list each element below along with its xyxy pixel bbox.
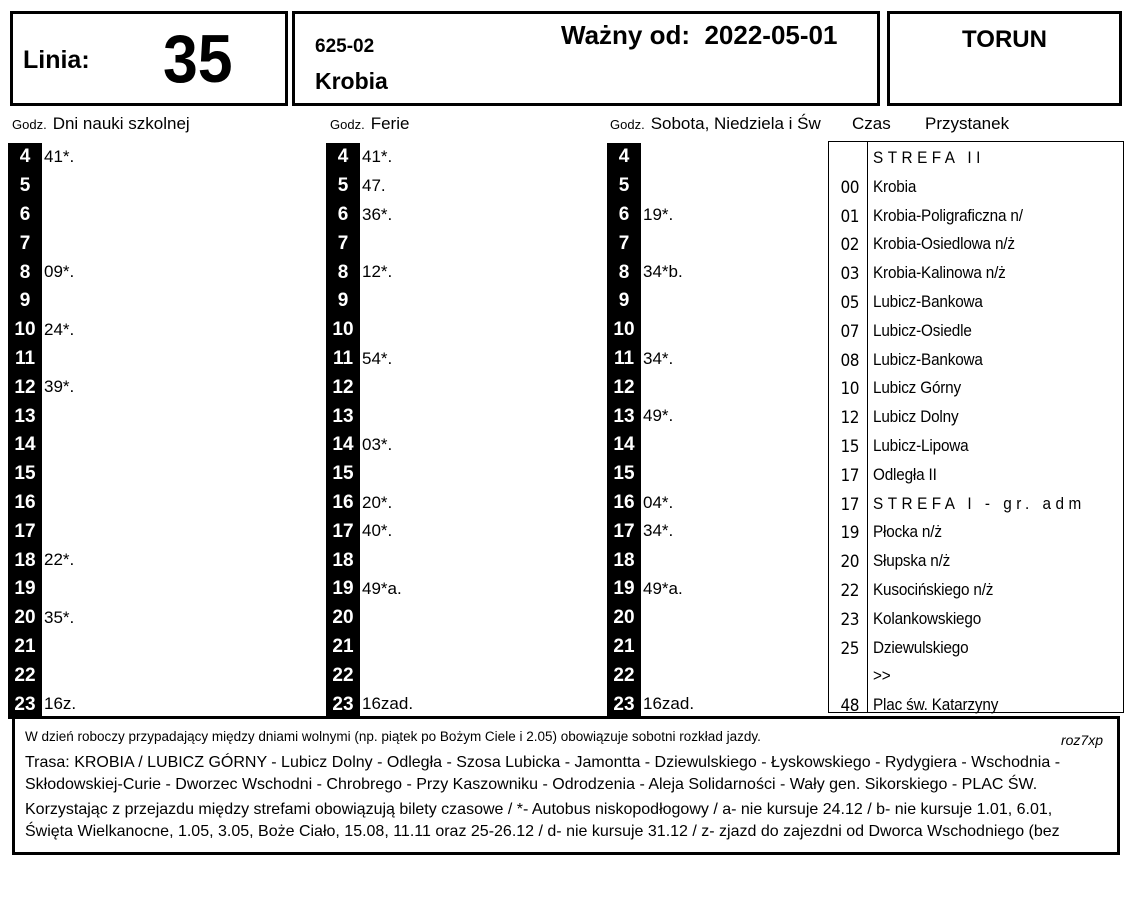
stop-name: Kusocińskiego n/ż bbox=[873, 580, 994, 599]
valid-from: Ważny od: 2022-05-01 bbox=[561, 20, 838, 50]
stop-time: 20 bbox=[840, 552, 859, 573]
stop-time: 00 bbox=[840, 177, 859, 198]
stop-row bbox=[829, 173, 1123, 202]
stop-time: 22 bbox=[840, 581, 859, 601]
stop-name: Lubicz Górny bbox=[873, 378, 961, 398]
hour-cell: 10 bbox=[8, 316, 42, 345]
hour-cell: 23 bbox=[8, 690, 42, 719]
minutes-cell: 22*. bbox=[44, 550, 75, 570]
route-description: Trasa: KROBIA / LUBICZ GÓRNY - Lubicz Dolny - Odległa - Szosa Lubicka - Jamontta - Dziewulskiego - Łyskowskiego - Rydygiera - Wschodnia - Skłodowskiej-Curie - Dworzec Wschodni - Chrobrego - Przy Kaszowniku - Odrodzenia - Aleja Solidarności - Wały gen. Sikorskiego - PLAC ŚW. bbox=[25, 754, 1061, 793]
hour-cell: 9 bbox=[8, 287, 42, 316]
stop-name: Lubicz-Osiedle bbox=[873, 320, 972, 340]
stop-time: 23 bbox=[840, 609, 859, 630]
minutes-cell: 16z. bbox=[44, 694, 77, 714]
hour-cell: 12 bbox=[607, 373, 641, 402]
minutes-cell: 35*. bbox=[44, 607, 75, 627]
line-number: 35 bbox=[163, 21, 233, 97]
hour-cell: 22 bbox=[8, 661, 42, 690]
hour-cell: 7 bbox=[8, 229, 42, 258]
minutes-cell: 34*b. bbox=[643, 262, 683, 282]
hour-cell: 8 bbox=[326, 258, 360, 287]
stop-name: Słupska n/ż bbox=[873, 551, 951, 571]
stop-name: Plac św. Katarzyny bbox=[873, 695, 999, 715]
minutes-cell: 16zad. bbox=[643, 694, 695, 714]
stop-row bbox=[829, 461, 1123, 490]
hour-cell: 6 bbox=[607, 201, 641, 230]
hour-cell: 11 bbox=[607, 345, 641, 374]
timetable-code: roz7xp bbox=[1060, 732, 1103, 748]
hour-cell: 21 bbox=[8, 633, 42, 662]
stop-row bbox=[829, 490, 1123, 519]
hour-cell: 5 bbox=[326, 172, 360, 201]
hour-cell: 11 bbox=[326, 345, 360, 374]
column-heading-holidays bbox=[330, 114, 409, 134]
minutes-cell: 36*. bbox=[362, 204, 393, 224]
hour-cell: 18 bbox=[8, 546, 42, 575]
minutes-cell: 34*. bbox=[643, 348, 674, 368]
hour-cell: 8 bbox=[8, 258, 42, 287]
column-title: Sobota, Niedziela i Św bbox=[650, 114, 821, 133]
stop-name: Płocka n/ż bbox=[873, 522, 942, 542]
minutes-cell: 19*. bbox=[643, 204, 674, 224]
hour-cell: 19 bbox=[8, 575, 42, 604]
hour-cell: 23 bbox=[607, 690, 641, 719]
stop-time: 12 bbox=[840, 408, 859, 429]
column-heading-weekend bbox=[610, 114, 821, 134]
city-name: TORUN bbox=[962, 26, 1047, 53]
hour-cell: 4 bbox=[607, 143, 641, 172]
hour-cell: 17 bbox=[607, 517, 641, 546]
minutes-cell: 39*. bbox=[44, 377, 75, 397]
stop-name: Kolankowskiego bbox=[873, 608, 982, 628]
minutes-cell: 03*. bbox=[362, 434, 393, 454]
hour-cell: 13 bbox=[607, 402, 641, 431]
stop-name: Lubicz-Bankowa bbox=[873, 292, 983, 311]
hour-cell: 11 bbox=[8, 345, 42, 374]
minutes-cell: 47. bbox=[362, 175, 386, 195]
godz-label: Godz. bbox=[610, 117, 645, 132]
stop-name: Lubicz-Lipowa bbox=[873, 436, 969, 455]
hour-cell: 20 bbox=[326, 604, 360, 633]
hour-cell: 4 bbox=[326, 143, 360, 172]
minutes-cell: 20*. bbox=[362, 492, 393, 512]
minutes-cell: 54*. bbox=[362, 348, 393, 368]
hour-cell: 9 bbox=[607, 287, 641, 316]
stop-row bbox=[829, 374, 1123, 403]
hour-cell: 16 bbox=[607, 489, 641, 518]
column-title: Dni nauki szkolnej bbox=[52, 114, 190, 133]
minutes-cell: 49*a. bbox=[643, 578, 683, 598]
stop-name: Lubicz-Bankowa bbox=[873, 349, 983, 369]
route-code: 625-02 bbox=[315, 36, 375, 57]
saturday-schedule-note: W dzień roboczy przypadający między dniami wolnymi (np. piątek po Bożym Ciele i 2.05) obowiązuje sobotni rozkład jazdy. bbox=[25, 729, 761, 744]
hour-cell: 23 bbox=[326, 690, 360, 719]
minutes-cell: 41*. bbox=[44, 147, 75, 166]
hour-cell: 7 bbox=[326, 229, 360, 258]
stop-time: 19 bbox=[840, 523, 859, 544]
minutes-cell: 04*. bbox=[643, 492, 674, 512]
legend-line: Korzystając z przejazdu między strefami obowiązują bilety czasowe / *- Autobus niskopodłogowy / a- nie kursuje 24.12 / b- nie kursuje 1.01, 6.01, bbox=[25, 801, 1053, 818]
column-heading-school-days bbox=[12, 114, 190, 134]
minutes-cell: 24*. bbox=[44, 319, 75, 339]
stop-row bbox=[829, 605, 1123, 634]
hour-cell: 5 bbox=[8, 172, 42, 201]
hour-cell: 6 bbox=[8, 201, 42, 230]
hour-cell: 16 bbox=[326, 489, 360, 518]
hour-cell: 14 bbox=[326, 431, 360, 460]
hour-cell: 14 bbox=[8, 431, 42, 460]
stop-row bbox=[829, 288, 1123, 317]
stop-name: Krobia-Osiedlowa n/ż bbox=[873, 234, 1015, 254]
column-heading-time: Czas bbox=[852, 114, 891, 133]
stop-time: 17 bbox=[840, 494, 859, 515]
hour-cell: 15 bbox=[8, 460, 42, 489]
stop-row bbox=[829, 144, 1123, 173]
zone-label: STREFA I - gr. adm bbox=[873, 493, 1086, 513]
hour-cell: 21 bbox=[326, 633, 360, 662]
hour-cell: 4 bbox=[8, 143, 42, 172]
minutes-cell: 34*. bbox=[643, 521, 674, 541]
hour-cell: 20 bbox=[8, 604, 42, 633]
hour-cell: 6 bbox=[326, 201, 360, 230]
hour-cell: 8 bbox=[607, 258, 641, 287]
stop-name: Lubicz Dolny bbox=[873, 407, 959, 427]
city-header-box bbox=[887, 11, 1122, 106]
hour-cell: 21 bbox=[607, 633, 641, 662]
hour-cell: 15 bbox=[326, 460, 360, 489]
stop-row bbox=[829, 547, 1123, 576]
route-header-box bbox=[292, 11, 880, 106]
stop-row bbox=[829, 346, 1123, 375]
stop-name: Odległa II bbox=[873, 464, 937, 484]
hour-cell: 19 bbox=[326, 575, 360, 604]
minutes-cell: 49*. bbox=[643, 406, 674, 426]
stop-row bbox=[829, 202, 1123, 231]
minutes-cell: 40*. bbox=[362, 521, 393, 541]
line-header-box bbox=[10, 11, 288, 106]
stop-row bbox=[829, 230, 1123, 259]
hour-cell: 7 bbox=[607, 229, 641, 258]
stop-name: >> bbox=[873, 666, 891, 686]
footer-notes bbox=[12, 716, 1120, 855]
stop-row bbox=[829, 432, 1123, 461]
hour-cell: 17 bbox=[8, 517, 42, 546]
minutes-cell: 49*a. bbox=[362, 578, 402, 598]
stop-time: 17 bbox=[840, 465, 859, 486]
hour-cell: 20 bbox=[607, 604, 641, 633]
hour-cell: 22 bbox=[607, 661, 641, 690]
stop-row bbox=[829, 576, 1123, 605]
hour-cell: 18 bbox=[607, 546, 641, 575]
stop-time: 02 bbox=[840, 235, 859, 256]
zone-label: STREFA II bbox=[873, 148, 985, 167]
column-title: Ferie bbox=[370, 114, 410, 133]
hour-cell: 13 bbox=[8, 402, 42, 431]
stop-time: 15 bbox=[840, 437, 859, 457]
stop-time: 10 bbox=[840, 379, 859, 400]
stop-time: 05 bbox=[840, 293, 859, 313]
hour-cell: 13 bbox=[326, 402, 360, 431]
hour-cell: 12 bbox=[8, 373, 42, 402]
hour-cell: 22 bbox=[326, 661, 360, 690]
stop-row bbox=[829, 259, 1123, 288]
godz-label: Godz. bbox=[330, 117, 365, 132]
stops-table bbox=[828, 141, 1124, 717]
route-name: Krobia bbox=[315, 68, 388, 94]
hour-cell: 18 bbox=[326, 546, 360, 575]
stop-name: Krobia-Kalinowa n/ż bbox=[873, 263, 1006, 283]
hour-cell: 14 bbox=[607, 431, 641, 460]
hour-cell: 17 bbox=[326, 517, 360, 546]
stop-row bbox=[829, 662, 1123, 691]
stop-time: 48 bbox=[840, 696, 859, 717]
hour-cell: 16 bbox=[8, 489, 42, 518]
minutes-cell: 12*. bbox=[362, 262, 393, 282]
stop-name: Krobia bbox=[873, 176, 917, 196]
minutes-cell: 41*. bbox=[362, 147, 393, 166]
hour-cell: 15 bbox=[607, 460, 641, 489]
stop-time: 03 bbox=[840, 264, 859, 285]
hour-cell: 5 bbox=[607, 172, 641, 201]
legend bbox=[25, 799, 1115, 843]
stop-name: Krobia-Poligraficzna n/ bbox=[873, 205, 1023, 225]
stop-row bbox=[829, 403, 1123, 432]
stop-time: 25 bbox=[840, 638, 859, 659]
stop-time: 08 bbox=[840, 350, 859, 371]
hour-cell: 9 bbox=[326, 287, 360, 316]
stop-time: 07 bbox=[840, 321, 859, 342]
minutes-cell: 09*. bbox=[44, 262, 75, 282]
minutes-cell: 16zad. bbox=[362, 694, 414, 714]
stop-row bbox=[829, 634, 1123, 663]
godz-label: Godz. bbox=[12, 117, 47, 132]
hour-cell: 10 bbox=[607, 316, 641, 345]
stop-time: 01 bbox=[840, 206, 859, 227]
stop-row bbox=[829, 317, 1123, 346]
hour-cell: 19 bbox=[607, 575, 641, 604]
line-label: Linia: bbox=[23, 46, 90, 74]
hour-cell: 12 bbox=[326, 373, 360, 402]
column-heading-stop: Przystanek bbox=[925, 114, 1010, 133]
stop-row bbox=[829, 518, 1123, 547]
hour-cell: 10 bbox=[326, 316, 360, 345]
legend-line: Święta Wielkanocne, 1.05, 3.05, Boże Ciało, 15.08, 11.11 oraz 25-26.12 / d- nie kursuje 31.12 / z- zjazd do zajezdni od Dworca Wschodniego (bez bbox=[25, 823, 1060, 840]
stop-name: Dziewulskiego bbox=[873, 637, 969, 657]
